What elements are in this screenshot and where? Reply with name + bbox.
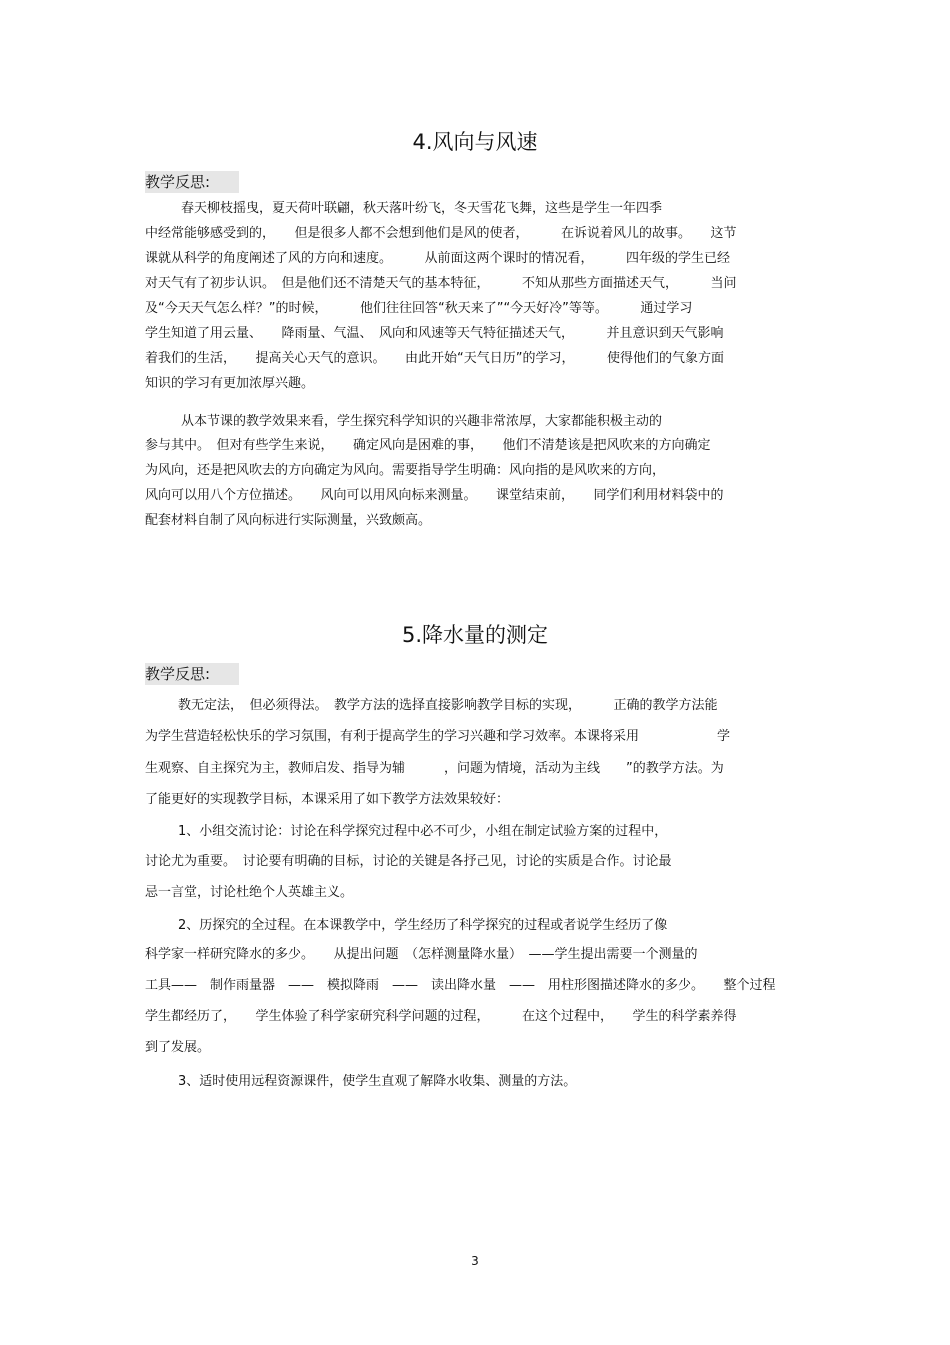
section-5-para1-line: 教无定法， 但必须得法。 教学方法的选择直接影响教学目标的实现， 正确的教学方法能 xyxy=(178,698,718,713)
section-5-item2-line: 2、历探究的全过程。在本课教学中，学生经历了科学探究的过程或者说学生经历了像 xyxy=(178,918,668,933)
section-4-para2-line: 从本节课的教学效果来看，学生探究科学知识的兴趣非常浓厚，大家都能积极主动的 xyxy=(181,414,663,429)
page-number: 3 xyxy=(471,1254,479,1268)
section-5-item1-line: 1、小组交流讨论：讨论在科学探究过程中必不可少，小组在制定试验方案的过程中， xyxy=(178,824,668,839)
section-5-item2-line: 科学家一样研究降水的多少。 从提出问题 （怎样测量降水量） ——学生提出需要一个测量的 xyxy=(145,947,698,962)
section-4-para1-line: 知识的学习有更加浓厚兴趣。 xyxy=(145,376,315,391)
section-5-item1-line: 忌一言堂，讨论杜绝个人英雄主义。 xyxy=(145,885,354,900)
section-4-para2-line: 为风向，还是把风吹去的方向确定为风向。需要指导学生明确：风向指的是风吹来的方向， xyxy=(145,463,666,478)
section-5-para1-line: 了能更好的实现教学目标，本课采用了如下教学方法效果较好： xyxy=(145,792,510,807)
section-4-para2-line: 参与其中。 但对有些学生来说， 确定风向是困难的事， 他们不清楚该是把风吹来的方向确定 xyxy=(145,438,711,453)
section-5-item2-line: 到了发展。 xyxy=(145,1040,211,1055)
section-5-item3-line: 3、适时使用远程资源课件，使学生直观了解降水收集、测量的方法。 xyxy=(178,1074,577,1089)
section-5-para1-line: 为学生营造轻松快乐的学习氛围，有利于提高学生的学习兴趣和学习效率。本课将采用 学 xyxy=(145,729,731,744)
section-5-item1-line: 讨论尤为重要。 讨论要有明确的目标，讨论的关键是各抒己见，讨论的实质是合作。讨论最 xyxy=(145,854,672,869)
section-4-para1-line: 中经常能够感受到的， 但是很多人都不会想到他们是风的使者， 在诉说着风儿的故事。 这节 xyxy=(145,226,737,241)
section-4-title: 4.风向与风速 xyxy=(412,130,538,154)
section-4-para1-line: 对天气有了初步认识。 但是他们还不清楚天气的基本特征， 不知从那些方面描述天气， 当问 xyxy=(145,276,737,291)
section-5-title: 5.降水量的测定 xyxy=(401,623,549,647)
section-4-para1-line: 着我们的生活， 提高关心天气的意识。 由此开始“天气日历”的学习， 使得他们的气象方面 xyxy=(145,351,724,366)
section-4-para1-line: 及“今天天气怎么样？”的时候， 他们往往回答“秋天来了”“今天好冷”等等。 通过学习 xyxy=(145,301,693,316)
section-4-para1-line: 课就从科学的角度阐述了风的方向和速度。 从前面这两个课时的情况看， 四年级的学生已经 xyxy=(145,251,731,266)
section-4-para2-line: 配套材料自制了风向标进行实际测量，兴致颇高。 xyxy=(145,513,432,528)
section-4-para1-line: 学生知道了用云量、 降雨量、气温、 风向和风速等天气特征描述天气， 并且意识到天气影响 xyxy=(145,326,724,341)
section-5-para1-line: 生观察、自主探究为主，教师启发、指导为辅 ，问题为情境，活动为主线 ”的教学方法。为 xyxy=(145,761,724,776)
section-5-reflection-label: 教学反思: xyxy=(145,663,239,685)
section-5-item2-line: 学生都经历了， 学生体验了科学家研究科学问题的过程， 在这个过程中， 学生的科学素养得 xyxy=(145,1009,737,1024)
section-4-reflection-label: 教学反思: xyxy=(145,171,239,193)
section-4-para1-line: 春天柳枝摇曳，夏天荷叶联翩，秋天落叶纷飞，冬天雪花飞舞，这些是学生一年四季 xyxy=(181,201,663,216)
section-4-para2-line: 风向可以用八个方位描述。 风向可以用风向标来测量。 课堂结束前， 同学们利用材料袋中的 xyxy=(145,488,724,503)
section-5-item2-line: 工具—— 制作雨量器 —— 模拟降雨 —— 读出降水量 —— 用柱形图描述降水的多少。 整个过程 xyxy=(145,978,776,993)
